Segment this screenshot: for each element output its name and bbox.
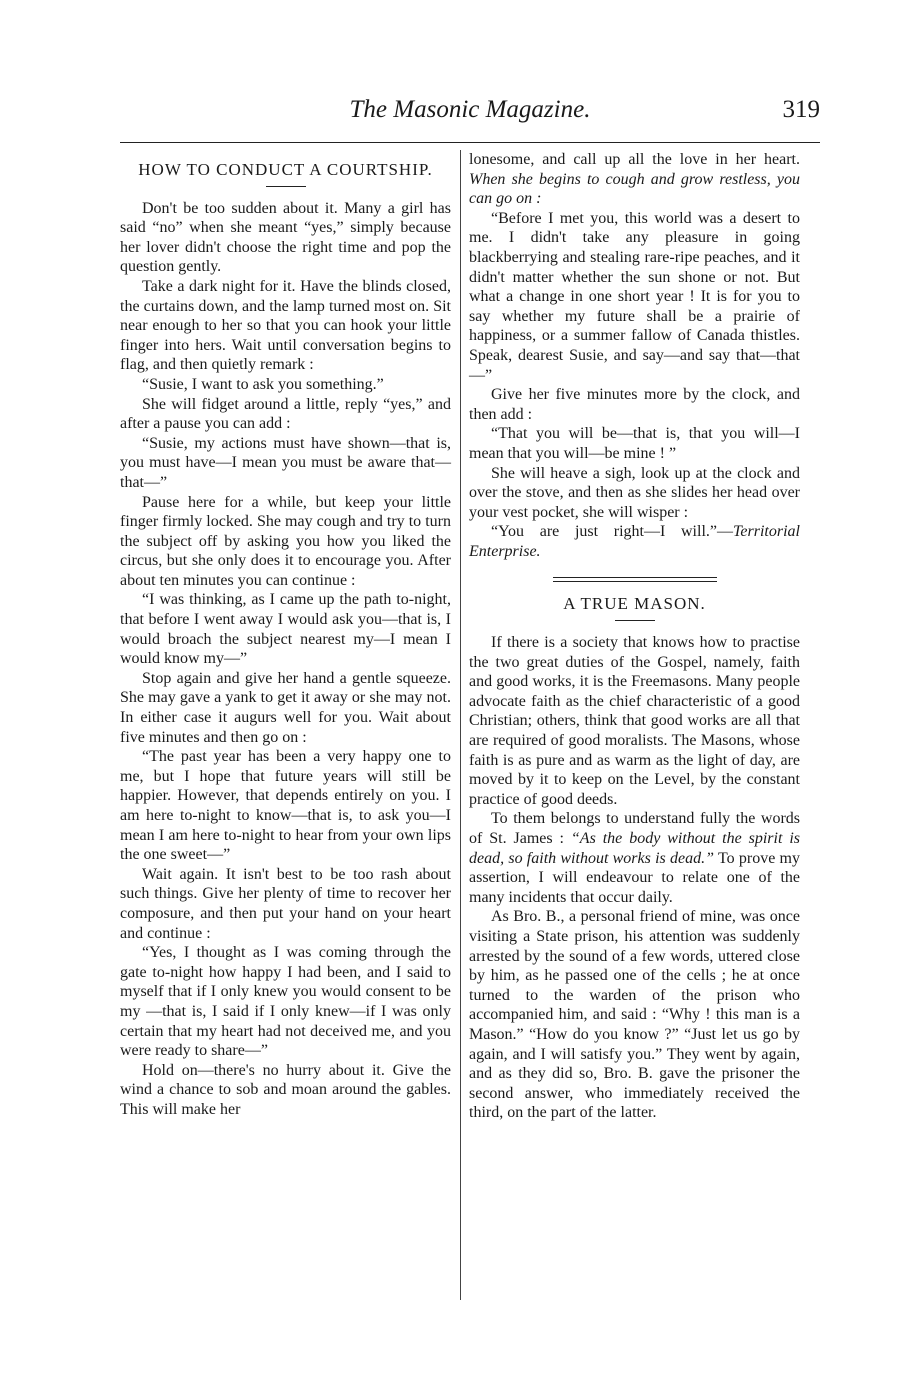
paragraph: “Susie, my actions must have shown—that is, you must have—I mean you must be aware that—that—”	[120, 434, 451, 491]
paragraph: “Susie, I want to ask you something.”	[142, 375, 384, 393]
paragraph: Pause here for a while, but keep your little finger firmly locked. She may cough and try to turn the subject off by asking you how you liked the circus, but she only does it to encourage you. After about ten minutes you can continue :	[120, 493, 451, 589]
paragraph	[469, 809, 800, 907]
paragraph: Stop again and give her hand a gentle squeeze. She may gave a yank to get it away or she may not. In either case it augurs well for you. Wait about five minutes and then go on :	[120, 669, 451, 746]
journal-title: The Masonic Magazine.	[349, 96, 591, 123]
paragraph: As Bro. B., a personal friend of mine, was once visiting a State prison, his attention was suddenly arrested by the sound of a few words, uttered close by him, as he passed one of the cells ; he at once turned to the warden of the prison who accompanied him, and said : “Why ! this man is a Mason.” “How do you know ?” “Just let us go by again, and I will satisfy you.” They went by again, and as they did so, Bro. B. gave the prisoner the second answer, who immediately received the third, on the part of the latter.	[469, 908, 800, 1122]
paragraph: She will heave a sigh, look up at the clock and over the stove, and then as she slides her head over your vest pocket, she will wisper :	[469, 464, 800, 521]
paragraph: She will fidget around a little, reply “yes,” and after a pause you can add :	[120, 395, 451, 433]
closing-quote: “You are just right—I will.”—	[491, 523, 733, 541]
paragraph: “Yes, I thought as I was coming through the gate to-night how happy I had been, and I said to myself that if I only knew you would consent to be my —that is, I said if I only knew—if I was only certain that my heart had not deceived me, and you were ready to share—”	[120, 944, 451, 1060]
p2-end: To prove my assertion, I will endeavour to relate one of the many incidents that occur daily.	[469, 849, 800, 906]
title-rule	[615, 620, 655, 621]
paragraph-closing	[469, 522, 800, 561]
paragraph: “Before I met you, this world was a desert to me. I didn't take any pleasure in going blackberrying and stealing rare-ripe peaches, and it didn't matter whether the sun shone or not. But what a change in one short year ! It is for you to say whether my future shall be a prairie of happiness, or a summer fallow of Canada thistles. Speak, dearest Susie, and say—and say that—that—”	[469, 209, 800, 384]
continued-text: lonesome, and call up all the love in her heart.	[469, 151, 800, 168]
page-number: 319	[782, 96, 820, 123]
source-credit: Territorial Enterprise.	[469, 523, 800, 560]
paragraph: Hold on—there's no hurry about it. Give the wind a chance to sob and moan around the gables. This will make her	[120, 1061, 451, 1118]
p2-start: To them belongs to understand fully the words of St. James :	[469, 810, 800, 847]
left-column	[120, 150, 451, 1120]
paragraph: “The past year has been a very happy one to me, but I hope that future years will still be happier. However, that depends entirely on you. I am here to-night to know—that is, to ask you—I mean I am here to-night to hear from your own lips the one sweet—”	[120, 748, 451, 864]
running-head	[120, 96, 820, 132]
paragraph: “That you will be—that is, that you will—I mean that you will—be mine ! ”	[469, 425, 800, 462]
paragraph: Give her five minutes more by the clock, and then add :	[469, 386, 800, 423]
paragraph: Wait again. It isn't best to be too rash about such things. Give her plenty of time to recover her composure, and then put your hand on your heart and continue :	[120, 865, 451, 942]
paragraph: If there is a society that knows how to practise the two great duties of the Gospel, namely, faith and good works, it is the Freemasons. Many people advocate faith as the chief characteristic of a good Christian; others, think that good works are all that are required of good moralists. The Masons, whose faith is as pure and as warm as the light of day, are moved by it to keep on the Level, by the constant practice of good deeds.	[469, 634, 800, 808]
p2-scripture-quote: “As the body without the spirit is dead, so faith without works is dead.”	[469, 830, 800, 867]
paragraph: Don't be too sudden about it. Many a girl has said “no” when she meant “yes,” simply because her lover didn't choose the right time and pop the question gently.	[120, 199, 451, 276]
right-column	[469, 150, 800, 1123]
paragraph-continued	[469, 150, 800, 209]
header-rule	[120, 142, 820, 143]
article-title-true-mason: A TRUE MASON.	[563, 594, 706, 614]
title-rule	[266, 186, 306, 187]
paragraph: Take a dark night for it. Have the blinds closed, the curtains down, and the lamp turned most on. Sit near enough to her so that you can hook your little finger into hers. Wait until conversation begins to flag, and then quietly remark :	[120, 277, 451, 374]
column-divider	[460, 150, 461, 1300]
continued-italic-text: When she begins to cough and grow restless, you can go on :	[469, 170, 800, 208]
paragraph: “I was thinking, as I came up the path to-night, that before I went away I would ask you—that is, I would broach the subject nearest my—I mean I would know my—”	[120, 591, 451, 668]
section-separator	[553, 577, 717, 582]
article-title-courtship: HOW TO CONDUCT A COURTSHIP.	[138, 160, 433, 179]
